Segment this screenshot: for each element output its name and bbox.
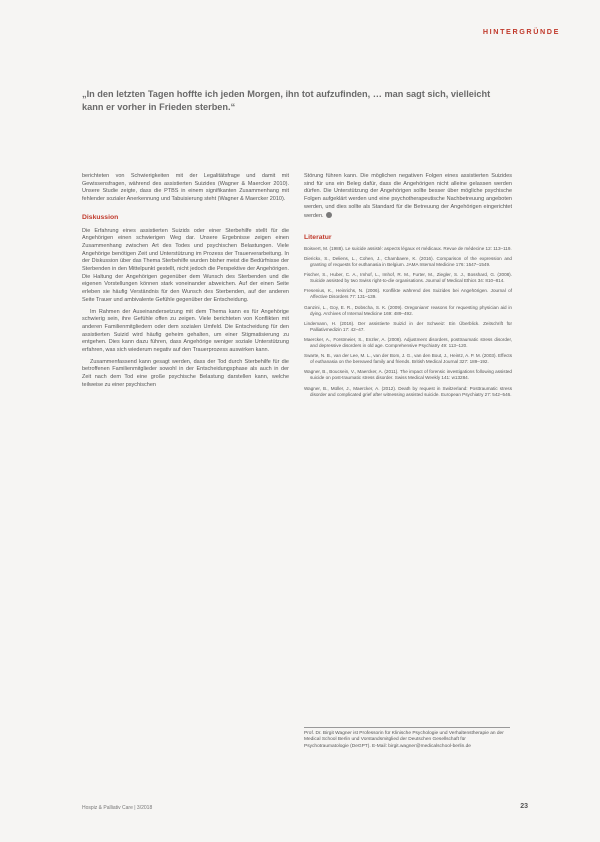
reference-item: Boisvert, M. (1988). Le suicide assisté: aspects légaux et médicaux. Revue de médecine 12: 113–119.	[304, 245, 512, 251]
left-column	[82, 173, 289, 394]
reference-item: Wagner, B., Boucsein, V., Maercker, A. (2011). The impact of forensic investigations following assisted suicide on post-traumatic stress disorder. Swiss Medical Weekly 141: w13284.	[304, 369, 512, 381]
author-note-text: Prof. Dr. Birgit Wagner ist Professorin für Klinische Psychologie und Verhaltenstherapie an der Medical School Berlin und Vorstandsmitglied der Deutschen Gesellschaft für Psychotraumatologie (DeGPT). E-Mail: birgit.wagner@medicalschool-berlin.de	[304, 731, 504, 749]
reference-item: Dierickx, S., Deliens, L., Cohen, J., Chambaere, K. (2016). Comparison of the expression and granting of requests for euthanasia in Belgium. JAMA Internal Medicine 176: 1547–1549.	[304, 256, 512, 268]
running-head: HINTERGRÜNDE	[482, 27, 560, 36]
reference-item: Wagner, B., Müller, J., Maercker, A. (2012). Death by request in Switzerland: Posttraumatic stress disorder and complicated grief after witnessing assisted suicide. European Psychiatry 27: 542–546.	[304, 385, 512, 397]
continuation-text: Störung führen kann. Die möglichen negativen Folgen eines assistierten Suizides sind für uns ein Beleg dafür, dass die Angehörigen nicht alleine gelassen werden dürfen. Die Unterstützung der Angehörigen sollte besser über mögliche psychische Folgen aufgeklärt werden und eine psychotherapeutische Nachbetreuung angeboten werden, und dies sollte als Standard für die Betreuung der Angehörigen eingerichtet werden.	[304, 173, 512, 219]
body-paragraph: Die Erfahrung eines assistierten Suizids oder einer Sterbehilfe stellt für die Angehörigen einen schwierigen Weg dar. Unsere Ergebnisse zeigen einen Zusammenhang zwischen Art des Todes und psychischen Belastungen. Viele Angehörige benötigen Zeit und Unterstützung im Prozess der Trauerverarbeitung. In der Diskussion über das Thema Sterbehilfe wurden bisher meist die Bedürfnisse der Sterbenden in den Mittelpunkt gestellt, nicht jedoch die Perspektive der Angehörigen. Die Haltung der Angehörigen gegenüber dem Wunsch des Sterbenden und die eigenen Vorstellungen können stark voneinander abweichen. Auf der einen Seite erleben sie häufig Verständnis für den Wunsch des Sterbenden, auf der anderen Seite Trauer und ambivalente Gefühle gegenüber der Entscheidung.	[82, 227, 289, 303]
reference-item: Maercker, A., Forstmeier, S., Enzler, A. (2008). Adjustment disorders, posttraumatic stress disorder, and depressive disorders in old age. Comprehensive Psychiatry 49: 113–120.	[304, 336, 512, 349]
right-column	[304, 173, 512, 402]
page-number: 23	[520, 803, 528, 810]
continuation-paragraph	[304, 173, 512, 220]
literature-heading: Literatur	[304, 234, 332, 242]
article-end-icon	[326, 212, 332, 218]
author-divider	[304, 727, 510, 728]
reference-item: Fischer, S., Huber, C. A., Imhof, L., Imhof, R. M., Furter, M., Ziegler, S. J., Bosshard, G. (2008). Suicide assisted by two Swiss right-to-die organisations. Journal of Medical Ethics 34: 810–814.	[304, 272, 512, 284]
body-paragraph: Im Rahmen der Auseinandersetzung mit dem Thema kann es für Angehörige schwierig sein, ihre Gefühle offen zu zeigen. Viele berichteten von Konflikten mit anderen Familienmitgliedern oder dem sozialen Umfeld. Die Entscheidung für den assistierten Suizid wird häufig geheim gehalten, um einer Stigmatisierung zu entgehen. Dies kann dazu führen, dass Angehörige weniger soziale Unterstützung erfahren, was sich wiederum negativ auf den Trauerprozess auswirken kann.	[82, 308, 289, 354]
reference-item: Ganzini, L., Goy, E. R., Dobscha, S. K. (2009). Oregonians’ reasons for requesting physician aid in dying. Archives of Internal Medicine 169: 489–492.	[304, 304, 512, 316]
reference-item: Swarte, N. B., van der Lee, M. L., van der Bom, J. G., van den Bout, J., Heintz, A. P. M. (2003). Effects of euthanasia on the bereaved family and friends. British Medical Journal 327: 189–192.	[304, 353, 512, 365]
author-note	[304, 727, 510, 750]
section-heading-diskussion: Diskussion	[82, 213, 119, 221]
footer-journal: Hospiz & Palliativ Care | 3/2018	[82, 805, 153, 811]
body-paragraph: Zusammenfassend kann gesagt werden, dass der Tod durch Sterbehilfe für die betroffenen Familienmitglieder sowohl in der Entscheidungsphase als auch in der Zeit nach dem Tod eine große psychische Belastung darstellen kann, welche teilweise zu einer psychischen	[82, 358, 289, 388]
reference-item: Lindemann, H. (2016). Der assistierte Suizid in der Schweiz: Ein Überblick. Zeitschrift für Palliativmedizin 17: 42–47.	[304, 320, 512, 332]
intro-paragraph: berichteten von Schwierigkeiten mit der Legalitätsfrage und damit mit Gewissensfragen, während des assistierten Suizides (Wagner & Maercker 2010). Unsere Studie zeigte, dass die PTBS in einem signifikanten Zusammenhang mit fehlender sozialer Anerkennung und Tabuisierung steht (Wagner & Maercker 2010).	[82, 173, 289, 203]
reference-item: Fresenius, K., Heinrichs, N. (2006). Konflikte während des Suizides bei Angehörigen. Journal of Affective Disorders 77: 131–139.	[304, 288, 512, 300]
pull-quote: „In den letzten Tagen hoffte ich jeden Morgen, ihn tot aufzufinden, … man sagt sich, vielleicht kann er vorher in Frieden sterben.“	[82, 89, 491, 112]
